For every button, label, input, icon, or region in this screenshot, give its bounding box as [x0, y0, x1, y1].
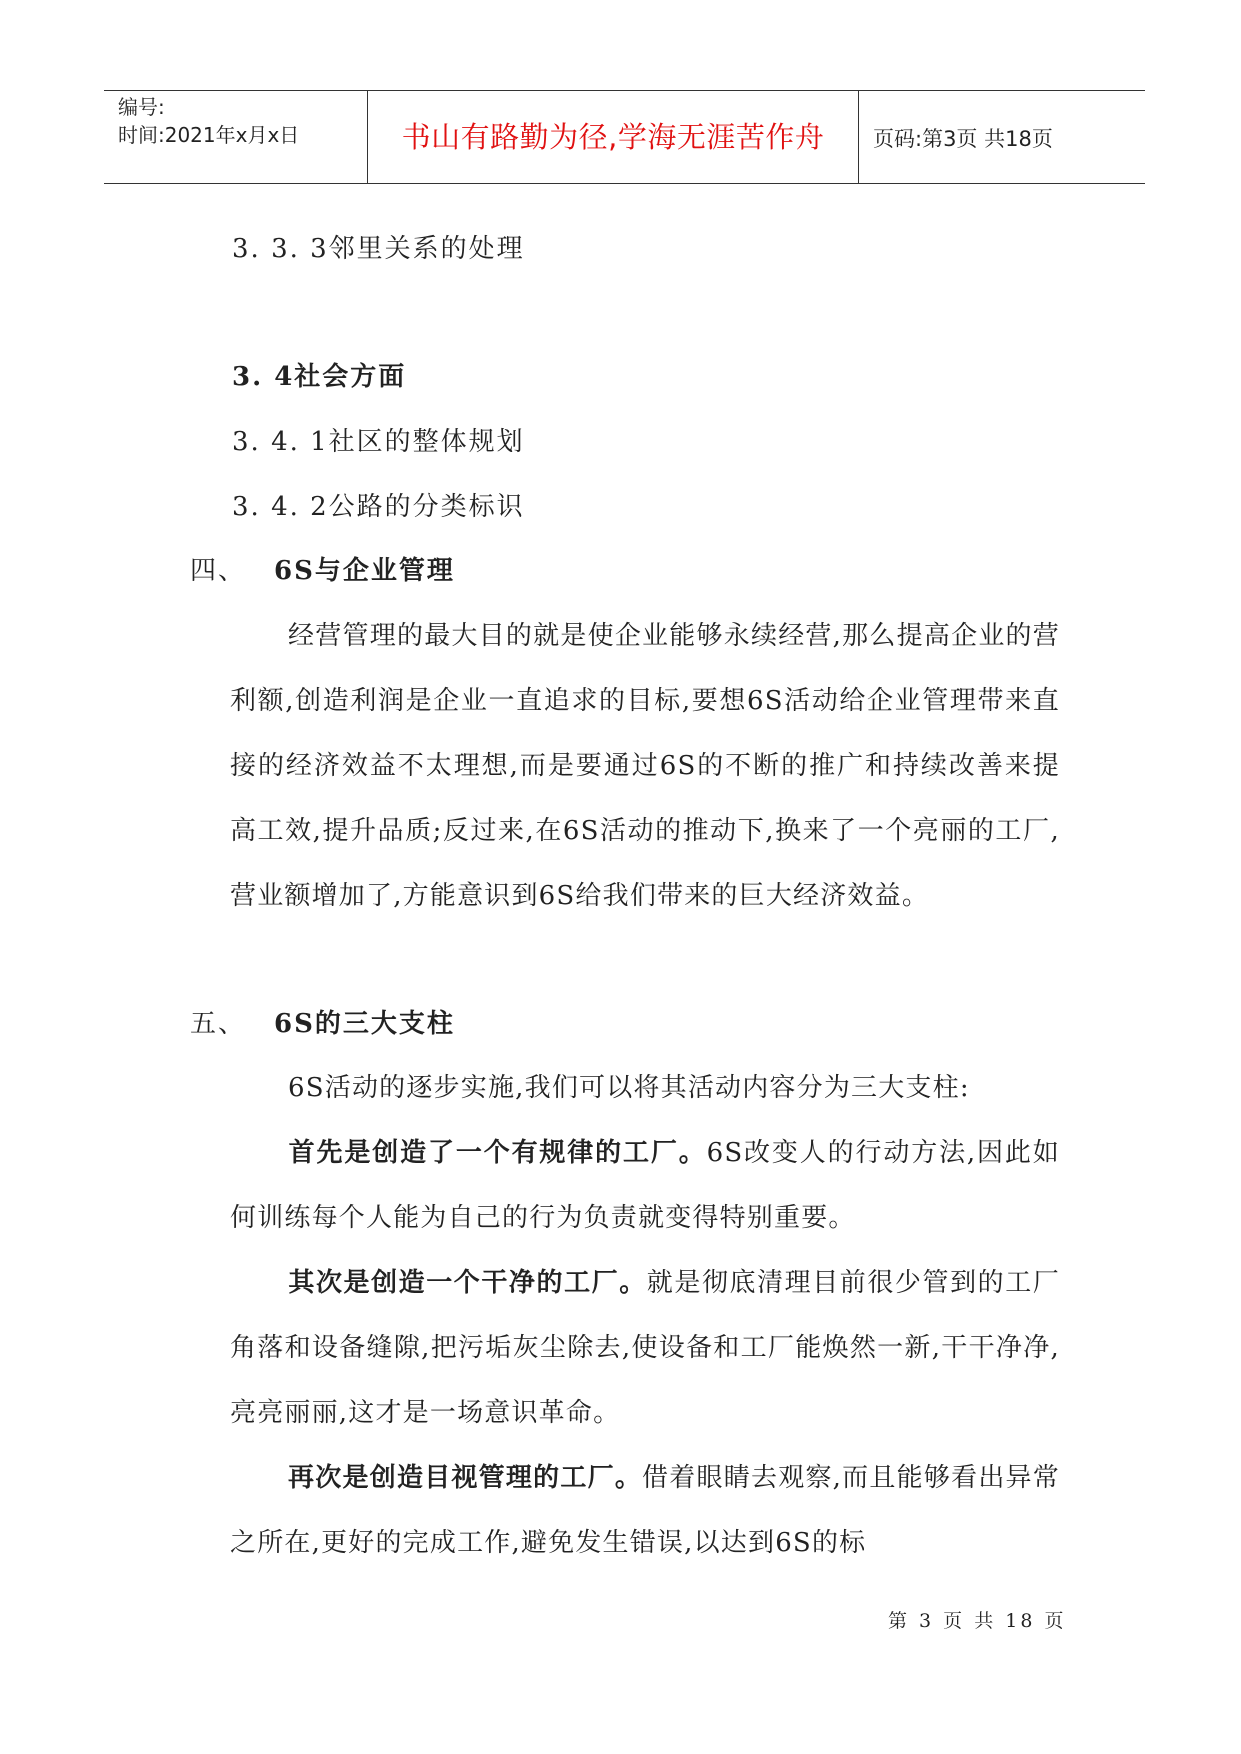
- pillar-3-paragraph: 再次是创造目视管理的工厂。借着眼睛去观察,而且能够看出异常之所在,更好的完成工作,避免发生错误,以达到6S的标: [230, 1463, 1060, 1558]
- section-4-paragraph: 经营管理的最大目的就是使企业能够永续经营,那么提高企业的营利额,创造利润是企业一直追求的目标,要想6S活动给企业管理带来直接的经济效益不太理想,而是要通过6S的不断的推广和持续改善来提高工效,提升品质;反过来,在6S活动的推动下,换来了一个亮丽的工厂,营业额增加了,方能意识到6S给我们带来的巨大经济效益。: [230, 621, 1060, 911]
- heading-3-4: 3. 4社会方面: [232, 362, 407, 392]
- heading-3-3-3: 3. 3. 3邻里关系的处理: [232, 234, 525, 264]
- header-page-cell: [859, 91, 1145, 183]
- pillar-1-lead: 首先是创造了一个有规律的工厂。: [288, 1138, 707, 1168]
- section-5-intro: 6S活动的逐步实施,我们可以将其活动内容分为三大支柱:: [288, 1073, 970, 1103]
- header-meta-cell: [104, 91, 368, 183]
- pillar-2-lead: 其次是创造一个干净的工厂。: [288, 1268, 647, 1298]
- pillar-3-lead: 再次是创造目视管理的工厂。: [288, 1463, 643, 1493]
- section-4-title: 6S与企业管理: [274, 556, 455, 586]
- heading-3-4-2: 3. 4. 2公路的分类标识: [232, 492, 525, 522]
- number-label: 编号:: [118, 95, 165, 119]
- section-5-number: 五、: [190, 1009, 247, 1039]
- page-header: [104, 90, 1145, 184]
- pillar-2-paragraph: 其次是创造一个干净的工厂。就是彻底清理目前很少管到的工厂角落和设备缝隙,把污垢灰尘除去,使设备和工厂能焕然一新,干干净净,亮亮丽丽,这才是一场意识革命。: [230, 1268, 1060, 1428]
- page-footer: 第 3 页 共 18 页: [888, 1610, 1067, 1632]
- section-4-number: 四、: [190, 556, 247, 586]
- motto: 书山有路勤为径,学海无涯苦作舟: [401, 120, 825, 154]
- section-5-title: 6S的三大支柱: [274, 1009, 455, 1039]
- page-info: 页码:第3页 共18页: [873, 127, 1053, 151]
- heading-3-4-1: 3. 4. 1社区的整体规划: [232, 427, 525, 457]
- header-motto-cell: [368, 91, 859, 183]
- pillar-1-paragraph: 首先是创造了一个有规律的工厂。6S改变人的行动方法,因此如何训练每个人能为自己的行为负责就变得特别重要。: [230, 1138, 1060, 1233]
- time-label: 时间:2021年x月x日: [118, 123, 300, 147]
